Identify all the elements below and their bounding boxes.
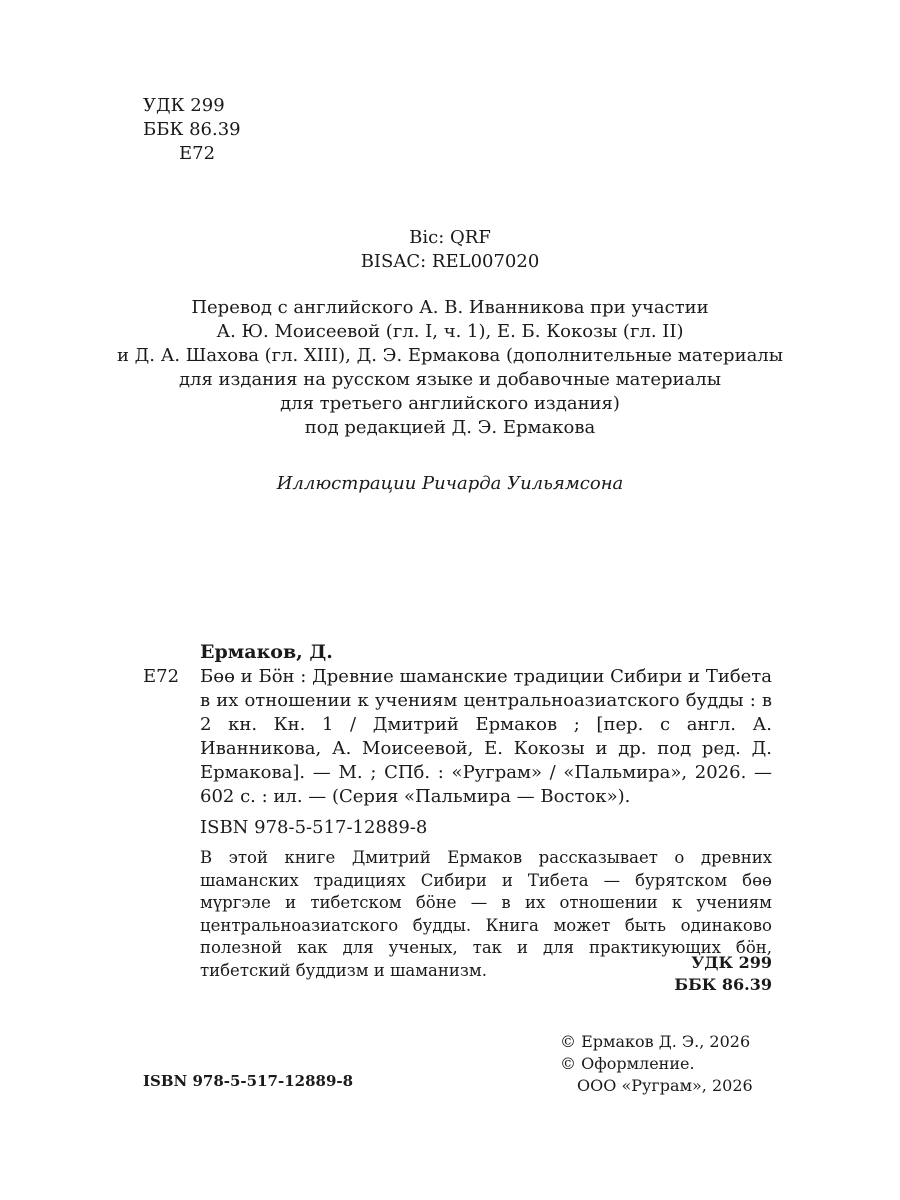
- translation-line: для издания на русском языке и добавочные материалы: [178, 369, 722, 390]
- translation-line: Перевод с английского А. В. Иванникова при участии: [191, 297, 709, 318]
- bibliographic-description: Бөө и Бӧн : Древние шаманские традиции Сибири и Тибета в их отношении к учениям центральноазиатского будды : в 2 кн. Кн. 1 / Дмитрий Ермаков ; [пер. с англ. А. Иванникова, А. Моисеевой, Е. Кокозы и др. под ред. Д. Ермакова]. — М. ; СПб. : «Руграм» / «Пальмира», 2026. — 602 с. : ил. — (Серия «Пальмира — Восток»).: [200, 666, 772, 807]
- bisac-code: BISAC: REL007020: [360, 251, 540, 272]
- copyright-block: [560, 1031, 772, 1097]
- copyright-author: © Ермаков Д. Э., 2026: [560, 1032, 751, 1051]
- catalog-classification-codes: [600, 952, 772, 996]
- translation-line: для третьего английского издания): [280, 393, 620, 414]
- catalog-author: Ермаков, Д.: [200, 641, 333, 663]
- translation-line: и Д. А. Шахова (гл. XIII), Д. Э. Ермакова (дополнительные материалы: [116, 345, 784, 366]
- book-annotation: В этой книге Дмитрий Ермаков рассказывает о древних шаманских традициях Сибири и Тибета — бурятском бөө мүргэле и тибетском бӧне — в их отношении к учениям центральноазиатского будды. Книга может быть одинаково полезной как для ученых, так и для практикующих бӧн, тибетский буддизм и шаманизм.: [200, 848, 772, 980]
- top-classification-codes: [143, 94, 343, 166]
- udk-code: УДК 299: [691, 953, 772, 972]
- subject-classification: [150, 226, 750, 274]
- translation-line: под редакцией Д. Э. Ермакова: [304, 417, 596, 438]
- catalog-isbn: ISBN 978-5-517-12889-8: [200, 817, 428, 838]
- illustrations-credit: Иллюстрации Ричарда Уильямсона: [276, 473, 624, 494]
- translation-line: А. Ю. Моисеевой (гл. I, ч. 1), Е. Б. Кокозы (гл. II): [216, 321, 684, 342]
- author-sign-code: Е72: [179, 143, 216, 164]
- bottom-isbn: ISBN 978-5-517-12889-8: [143, 1072, 354, 1090]
- bbk-code: ББК 86.39: [674, 975, 772, 994]
- bic-code: Bic: QRF: [409, 227, 491, 248]
- catalog-entry-code: Е72: [143, 666, 180, 687]
- copyright-design: © Оформление.: [560, 1054, 695, 1073]
- udk-code: УДК 299: [143, 95, 225, 116]
- copyright-publisher: ООО «Руграм», 2026: [577, 1076, 753, 1095]
- bbk-code: ББК 86.39: [143, 119, 241, 140]
- translation-credits: [80, 296, 820, 440]
